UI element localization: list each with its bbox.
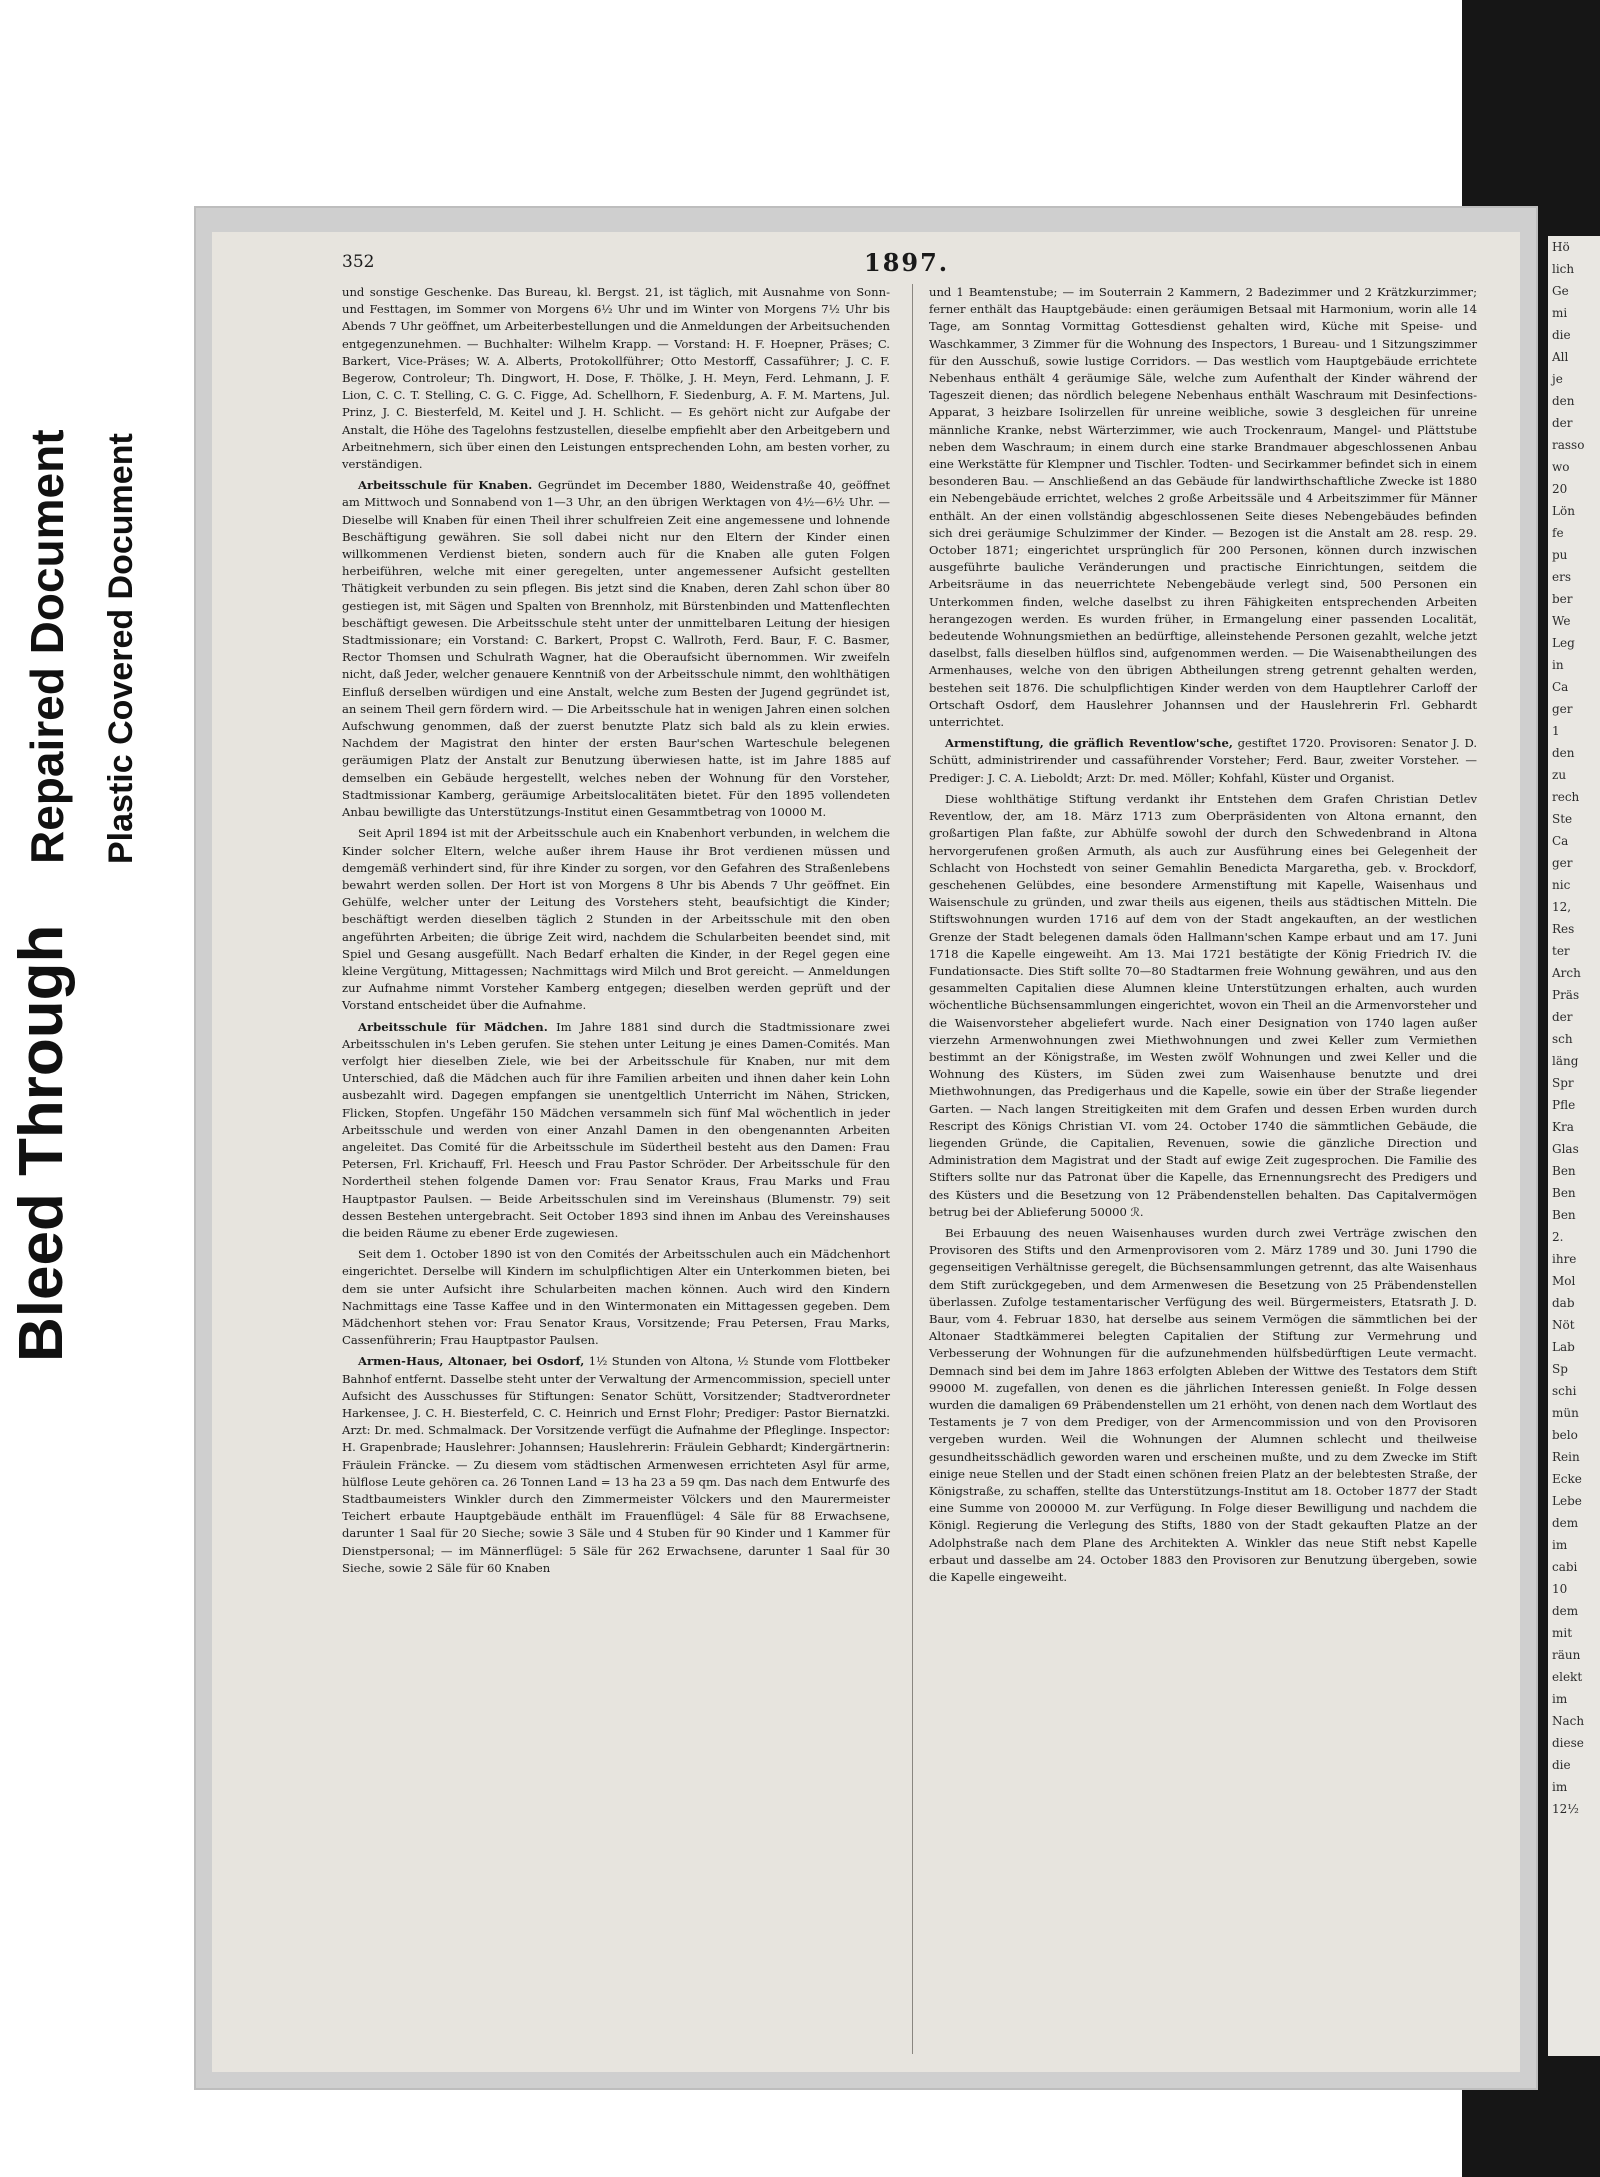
next-page-fragment: Pfle xyxy=(1552,1098,1576,1112)
paragraph xyxy=(342,1246,890,1349)
next-page-fragment: der xyxy=(1552,1010,1573,1024)
next-page-edge xyxy=(1548,236,1600,2056)
paragraph xyxy=(342,825,890,1014)
next-page-fragment: Präs xyxy=(1552,988,1580,1002)
next-page-fragment: ger xyxy=(1552,702,1573,716)
next-page-fragment: Arch xyxy=(1552,966,1581,980)
next-page-fragment: im xyxy=(1552,1780,1568,1794)
next-page-fragment: Glas xyxy=(1552,1142,1579,1156)
next-page-fragment: 10 xyxy=(1552,1582,1568,1596)
next-page-fragment: All xyxy=(1552,350,1569,364)
next-page-fragment: Kra xyxy=(1552,1120,1574,1134)
next-page-fragment: den xyxy=(1552,746,1575,760)
next-page-fragment: Nöt xyxy=(1552,1318,1575,1332)
next-page-fragment: Spr xyxy=(1552,1076,1574,1090)
next-page-fragment: Ste xyxy=(1552,812,1573,826)
paragraph-text: Diese wohlthätige Stiftung verdankt ihr Entstehen dem Grafen Christian Detlev Reventlow, der, am 18. März 1713 zum Oberpräsidenten von Altona ernannt, den großartigen Plan faßte, zur Abhülfe sowohl der durch den Schwedenbrand in Altona hervorgerufenen großen Armuth, als auch zur Ausführung eines bei Gelegenheit der Schlacht von Hochstedt von seiner Gemahlin Benedicta Margaretha, geb. v. Brockdorf, geschehenen Gelübdes, eine besondere Armenstiftung mit Kapelle, Waisenhaus und Waisenschule zu gründen, und zwar theils aus eigenen, theils aus städtischen Mitteln. Die Stiftswohnungen wurden 1716 auf dem von der Stadt angekauften, an der westlichen Grenze der Stadt belegenen damals öden Hallmann'schen Kampe erbaut und am 17. Juni 1718 die Kapelle eingeweiht. Am 13. Mai 1721 bestätigte der König Friedrich IV. die Fundationsacte. Dies Stift sollte 70—80 Stadtarmen freie Wohnung gewähren, und aus den gesammelten Capitalien diese Alumnen kleine Unterstützungen erhalten, auch wurden wöchentliche Büchsensammlungen eingerichtet, wovon ein Theil an die Armenvorsteher und die Waisenvorsteher abgeliefert wurde. Nach einer Designation von 1740 lagen außer vierzehn Armenwohnungen zwei Miethwohnungen und zwei Keller zum Vermiethen bestimmt an der Königstraße, im Westen zwölf Wohnungen und zwei Keller und die Wohnung des Küsters, im Süden zwei zum Waisenhause benutzte und drei Miethwohnungen, das Predigerhaus und die Kapelle, sowie ein über der Straße liegender Garten. — Nach langen Streitigkeiten mit dem Grafen und dessen Erben wurden durch Rescript des Königs Christian VI. vom 24. October 1740 die sämmtlichen Gebäude, die liegenden Gründe, die Capitalien, Revenuen, sowie die gänzliche Direction und Administration dem Magistrat und der Stadt auf ewige Zeit zugesprochen. Die Familie des Stifters sollte nur das Patronat über die Kapelle, das Ernennungsrecht des Predigers und des Küsters und die Besetzung von 12 Präbendenstellen behalten. Das Capitalvermögen betrug bei der Ablieferung 50000 ℛ. xyxy=(929,791,1477,1219)
paragraph-text: gestiftet 1720. Provisoren: Senator J. D. Schütt, administrirender und cassaführender Vorsteher; Ferd. Baur, zweiter Vorsteher. — Prediger: J. C. A. Lieboldt; Arzt: Dr. med. Möller; Kohfahl, Küster und Organist. xyxy=(929,736,1478,785)
next-page-fragment: Ben xyxy=(1552,1208,1576,1222)
next-page-fragment: dem xyxy=(1552,1516,1579,1530)
next-page-fragment: je xyxy=(1552,372,1563,386)
paragraph-text: Seit dem 1. October 1890 ist von den Comités der Arbeitsschulen auch ein Mädchenhort eingerichtet. Derselbe will Kindern im schulpflichtigen Alter ein Unterkommen bieten, bei dem sie unter Aufsicht ihre Schularbeiten machen können. Auch wird den Kindern Nachmittags eine Tasse Kaffee und in den Wintermonaten ein Mittagessen gegeben. Dem Mädchenhort stehen vor: Frau Senator Kraus, Vorsitzende; Frau Petersen, Frau Marks, Cassenführerin; Frau Hauptpastor Paulsen. xyxy=(342,1247,890,1348)
next-page-fragment: elekt xyxy=(1552,1670,1583,1684)
paragraph xyxy=(929,284,1477,731)
next-page-fragment: im xyxy=(1552,1692,1568,1706)
paragraph-text: Im Jahre 1881 sind durch die Stadtmissionare zwei Arbeitsschulen in's Leben gerufen. Sie stehen unter Leitung je eines Damen-Comités. Man verfolgt hier dieselben Ziele, wie bei der Arbeitsschule für Knaben, nur mit dem Unterschied, daß die Mädchen auch für ihre Familien arbeiten und ihnen daher kein Lohn ausbezahlt wird. Dagegen empfangen sie unentgeltlich Unterricht im Nähen, Stricken, Flicken, Stopfen. Ungefähr 150 Mädchen versammeln sich fünf Mal wöchentlich in jeder Arbeitsschule und werden von einer Anzahl Damen in den obengenannten Arbeiten angeleitet. Das Comité für die Arbeitsschule im Südertheil besteht aus den Damen: Frau Petersen, Frl. Krichauff, Frl. Heesch und Frau Pastor Schröder. Der Arbeitsschule für den Nordertheil stehen folgende Damen vor: Frau Senator Kraus, Frau Marks und Frau Hauptpastor Paulsen. — Beide Arbeitsschulen sind im Vereinshaus (Blumenstr. 79) seit dessen Bestehen untergebracht. Seit October 1893 sind ihnen im Anbau des Vereinshauses die beiden Räume zu ebener Erde zugewiesen. xyxy=(342,1019,891,1240)
label-plastic-covered-document: Plastic Covered Document xyxy=(102,433,140,864)
document-page xyxy=(212,232,1520,2072)
paragraph-text: 1½ Stunden von Altona, ½ Stunde vom Flottbeker Bahnhof entfernt. Dasselbe steht unter der Verwaltung der Armencommission, speciell unter Aufsicht des Ausschusses für Stiftungen: Senator Schütt, Vorsitzender; Stadtverordneter Harkensee, J. C. H. Biesterfeld, C. C. Heinrich und Ernst Flohr; Prediger: Pastor Biernatzki. Arzt: Dr. med. Schmalmack. Der Vorsitzende verfügt die Aufnahme der Pfleglinge. Inspector: H. Grapenbrade; Hauslehrer: Johannsen; Hauslehrerin: Fräulein Gebhardt; Kindergärtnerin: Fräulein Fräncke. — Zu diesem vom städtischen Armenwesen errichteten Asyl für arme, hülflose Leute gehören ca. 26 Tonnen Land = 13 ha 23 a 59 qm. Das nach dem Entwurfe des Stadtbaumeisters Winkler durch den Zimmermeister Völckers und den Maurermeister Teichert erbaute Hauptgebäude enthält im Frauenflügel: 4 Säle für 88 Erwachsene, darunter 1 Saal für 20 Sieche; sowie 3 Säle und 4 Stuben für 90 Kinder und 1 Kammer für Dienstpersonal; — im Männerflügel: 5 Säle für 262 Erwachsene, darunter 1 Saal für 30 Sieche, sowie 2 Säle für 60 Knaben xyxy=(342,1354,890,1575)
next-page-fragment: 12, xyxy=(1552,900,1572,914)
paragraph xyxy=(929,1225,1477,1586)
paragraph xyxy=(342,1353,890,1577)
next-page-fragment: pu xyxy=(1552,548,1568,562)
next-page-fragment: sch xyxy=(1552,1032,1573,1046)
paragraph-text: Seit April 1894 ist mit der Arbeitsschule auch ein Knabenhort verbunden, in welchem die Kinder solcher Eltern, welche außer ihrem Hause ihr Brot verdienen müssen und demgemäß verhindert sind, für ihre Kinder zu sorgen, vor den Gefahren des Straßenlebens bewahrt werden sollen. Der Hort ist von Morgens 8 Uhr bis Abends 7 Uhr geöffnet. Ein Gehülfe, welcher unter der Leitung des Vorstehers steht, beaufsichtigt die Kinder; beschäftigt werden dieselben täglich 2 Stunden in der Arbeitsschule mit den oben angeführten Arbeiten; die übrige Zeit wird, nachdem die Schularbeiten beendet sind, mit Spiel und Gesang ausgefüllt. Nach Bedarf erhalten die Kinder, in der Regel gegen eine kleine Vergütung, Mittagessen; Nachmittags wird Milch und Brot gereicht. — Anmeldungen zur Aufnahme nimmt Vorsteher Kamberg entgegen; dieselben werden geprüft und der Vorstand entscheidet über die Aufnahme. xyxy=(342,826,890,1013)
column-divider xyxy=(912,284,913,2054)
label-bleed-through: Bleed Through xyxy=(7,924,76,1362)
section-heading: Arbeitsschule für Mädchen. xyxy=(358,1019,548,1034)
paragraph xyxy=(929,791,1477,1221)
next-page-fragment: ter xyxy=(1552,944,1570,958)
next-page-fragment: belo xyxy=(1552,1428,1578,1442)
next-page-fragment: Res xyxy=(1552,922,1575,936)
paragraph-text: und 1 Beamtenstube; — im Souterrain 2 Kammern, 2 Badezimmer und 2 Krätzkurzimmer; ferner enthält das Hauptgebäude: einen geräumigen Betsaal mit Harmonium, worin alle 14 Tage, am Sonntag Vormittag Gottesdienst gehalten wird, Küche mit Speise- und Waschkammer, 3 Zimmer für die Wohnung des Inspectors, 1 Bureau- und 1 Sitzungszimmer für den Ausschuß, sowie lustige Corridors. — Das westlich vom Hauptgebäude errichtete Nebenhaus enthält 4 geräumige Säle, welche zum Aufenthalt der Kinder während der Tageszeit dienen; das nördlich belegene Nebenhaus enthält Waschraum mit Desinfections-Apparat, 3 heizbare Isolirzellen für unreine weibliche, sowie 3 desgleichen für unreine männliche Kranke, nebst Wärterzimmer, wie auch Trockenraum, Mangel- und Plättstube neben dem Waschraum; in einem durch eine starke Brandmauer abgeschlossenen Anbau eine Werkstätte für Klempner und Tischler. Todten- und Secirkammer befindet sich in einem besonderen Bau. — Anschließend an das Gebäude für landwirthschaftliche Zwecke ist 1880 ein Nebengebäude errichtet, welches 2 große Arbeitssäle und 4 Arbeitszimmer für Männer enthält. An der einen vollständig abgeschlossenen Seite dieses Nebengebäudes befinden sich drei geräumige Schulzimmer der Kinder. — Bezogen ist die Anstalt am 28. resp. 29. October 1871; eingerichtet ursprünglich für 200 Personen, können durch inzwischen ausgeführte bauliche Veränderungen und practische Einrichtungen, seitdem die Arbeitsräume in das neuerrichtete Nebengebäude verlegt sind, 500 Personen ein Unterkommen finden, welche daselbst zu ihren Fähigkeiten entsprechenden Arbeiten herangezogen werden. Es wurden früher, in Ermangelung einer passenden Localität, bedeutende Wohnungsmiethen an bedürftige, alleinstehende Personen gezahlt, welche jetzt daselbst, falls dieselben hülflos sind, aufgenommen werden. — Die Waisenabtheilungen des Armenhauses, welche von den übrigen Abtheilungen streng getrennt gehalten werden, bestehen seit 1876. Die schulpflichtigen Kinder werden von dem Hauptlehrer Carloff der Ortschaft Osdorf, dem Hauslehrer Johannsen und der Hauslehrerin Frl. Gebhardt unterrichtet. xyxy=(929,285,1477,730)
next-page-fragment: den xyxy=(1552,394,1575,408)
annotation-band xyxy=(0,0,178,2177)
next-page-fragment: im xyxy=(1552,1538,1568,1552)
next-page-fragment: ger xyxy=(1552,856,1573,870)
text-column-left xyxy=(342,284,890,1581)
paragraph xyxy=(342,477,890,821)
next-page-fragment: der xyxy=(1552,416,1573,430)
next-page-fragment: Ca xyxy=(1552,834,1569,848)
next-page-fragment: rech xyxy=(1552,790,1580,804)
next-page-fragment: schi xyxy=(1552,1384,1577,1398)
section-heading: Armen-Haus, Altonaer, bei Osdorf, xyxy=(358,1354,585,1369)
next-page-fragment: Sp xyxy=(1552,1362,1568,1376)
next-page-fragment: in xyxy=(1552,658,1564,672)
next-page-fragment: räun xyxy=(1552,1648,1581,1662)
text-column-right xyxy=(929,284,1477,1590)
next-page-fragment: läng xyxy=(1552,1054,1579,1068)
next-page-fragment: die xyxy=(1552,328,1571,342)
paragraph-text: Gegründet im December 1880, Weidenstraße 40, geöffnet am Mittwoch und Sonnabend von 1—3 Uhr, an den übrigen Werktagen von 4½—6½ Uhr. — Dieselbe will Knaben für einen Theil ihrer schulfreien Zeit eine angemessene und lohnende Beschäftigung gewähren. Sie soll dabei nicht nur den Eltern der Kinder einen willkommenen Verdienst bieten, sondern auch für die Knaben alle guten Folgen herbeiführen, welche mit einer geregelten, unter angemessener Aufsicht gestellten Thätigkeit verbunden zu sein pflegen. Bis jetzt sind die Knaben, deren Zahl schon über 80 gestiegen ist, mit Sägen und Spalten von Brennholz, mit Bürstenbinden und Mattenflechten beschäftigt gewesen. Die Arbeitsschule steht unter der unmittelbaren Leitung der hiesigen Stadtmissionare; ein Vorstand: C. Barkert, Propst C. Wallroth, Ferd. Baur, F. C. Basmer, Rector Thomsen und Schulrath Wagner, hat die Oberaufsicht übernommen. Wir zweifeln nicht, daß Jeder, welcher genauere Kenntniß von der Arbeitsschule nimmt, den wohlthätigen Einfluß derselben würdigen und eine Anstalt, welche zum Besten der Jugend gegründet ist, an seinem Theil gern fördern wird. — Die Arbeitsschule hat in wenigen Jahren einen solchen Aufschwung genommen, daß der zuerst benutzte Platz sich bald als zu klein erwies. Nachdem der Magistrat den hinter der ersten Baur'schen Warteschule belegenen geräumigen Platz der Anstalt zur Benutzung überwiesen hatte, ist im Jahre 1885 auf demselben ein Gebäude hergestellt, welches neben der Wohnung für den Vorsteher, Stadtmissionar Kamberg, geräumige Arbeitslocalitäten bietet. Für den 1895 vollendeten Anbau bewilligte das Unterstützungs-Institut einen Gesammtbetrag von 10000 M. xyxy=(342,478,890,820)
next-page-fragment: rasso xyxy=(1552,438,1585,452)
next-page-fragment: 12½ xyxy=(1552,1802,1579,1816)
next-page-fragment: diese xyxy=(1552,1736,1584,1750)
next-page-fragment: Hö xyxy=(1552,240,1570,254)
next-page-fragment: mi xyxy=(1552,306,1568,320)
next-page-fragment: mün xyxy=(1552,1406,1579,1420)
paragraph-text: und sonstige Geschenke. Das Bureau, kl. Bergst. 21, ist täglich, mit Ausnahme von Sonn- und Festtagen, im Sommer von Morgens 6½ Uhr und im Winter von Morgens 7½ Uhr bis Abends 7 Uhr geöffnet, um Arbeiterbestellungen und die Anmeldungen der Arbeitsuchenden entgegenzunehmen. — Buchhalter: Wilhelm Krapp. — Vorstand: H. F. Hoepner, Präses; C. Barkert, Vice-Präses; W. A. Alberts, Protokollführer; Otto Mestorff, Cassaführer; J. C. F. Begerow, Controleur; Th. Dingwort, H. Dose, F. Thölke, J. H. Meyn, Ferd. Lehmann, J. F. Lion, C. C. T. Stelling, C. G. C. Figge, Ad. Schellhorn, F. Siedenburg, A. F. M. Martens, Jul. Prinz, J. C. Biesterfeld, M. Keitel und J. H. Schlicht. — Es gehört nicht zur Aufgabe der Anstalt, die Höhe des Tagelohns festzustellen, dieselbe empfiehlt aber den Arbeitgebern und Arbeitnehmern, sich über einen den Leistungen entsprechenden Lohn, am besten vorher, zu verständigen. xyxy=(342,285,890,472)
next-page-fragment: Lebe xyxy=(1552,1494,1582,1508)
next-page-fragment: Rein xyxy=(1552,1450,1580,1464)
next-page-fragment: Ge xyxy=(1552,284,1569,298)
next-page-fragment: 1 xyxy=(1552,724,1560,738)
next-page-fragment: lich xyxy=(1552,262,1575,276)
section-heading: Armenstiftung, die gräflich Reventlow'sche, xyxy=(945,736,1233,751)
page-number: 352 xyxy=(342,252,375,272)
page-year-header: 1897. xyxy=(864,248,950,277)
next-page-fragment: Ecke xyxy=(1552,1472,1582,1486)
next-page-fragment: wo xyxy=(1552,460,1570,474)
next-page-fragment: Mol xyxy=(1552,1274,1576,1288)
paragraph-text: Bei Erbauung des neuen Waisenhauses wurden durch zwei Verträge zwischen den Provisoren des Stifts und den Armenprovisoren vom 2. März 1789 und 30. Juni 1790 die gegenseitigen Verhältnisse geregelt, die Büchsensammlungen getrennt, das alte Waisenhaus dem Stift zurückgegeben, und dem Armenwesen die Besetzung von 25 Präbendenstellen überlassen. Zufolge testamentarischer Verfügung des weil. Bürgermeisters, Etatsrath J. D. Baur, vom 4. Februar 1830, hat derselbe aus seinem Vermögen die sämmtlichen bei der Altonaer Stadtkämmerei belegten Capitalien der Stiftung zur Vermehrung und Verbesserung der Wohnungen für die aufzunehmenden hülfsbedürftigen Leute vermacht. Demnach sind bei dem im Jahre 1863 erfolgten Ableben der Wittwe des Testators dem Stift 99000 M. zugefallen, von denen es die jährlichen Interessen genießt. In Folge dessen wurden die damaligen 69 Präbendenstellen um 21 erhöht, von denen nach dem Wortlaut des Testaments je 7 von dem Prediger, von der Armencommission und von den Provisoren vergeben wurden. Weil die Wohnungen der Alumnen schlecht und theilweise gesundheitsschädlich geworden waren und erscheinen mußte, und zu dem Zwecke im Stift einige neue Stellen und der Stadt einen schönen freien Platz an der belebtesten Straße, der Königstraße, zu schaffen, stellte das Unterstützungs-Institut am 18. October 1877 der Stadt eine Summe von 200000 M. zur Verfügung. In Folge dieser Bewilligung und nachdem die Königl. Regierung die Verlegung des Stifts, 1880 von der Stadt gekauften Platze an der Adolphstraße nach dem Plane des Architekten A. Winkler das neue Stift nebst Kapelle erbaut und dasselbe am 24. October 1883 den Provisoren zur Benutzung übergeben, sowie die Kapelle eingeweiht. xyxy=(929,1225,1477,1585)
next-page-fragment: nic xyxy=(1552,878,1571,892)
label-repaired-document: Repaired Document xyxy=(21,429,73,864)
next-page-fragment: dab xyxy=(1552,1296,1575,1310)
next-page-fragment: Lab xyxy=(1552,1340,1575,1354)
next-page-fragment: cabi xyxy=(1552,1560,1578,1574)
next-page-fragment: Ben xyxy=(1552,1164,1576,1178)
next-page-fragment: ihre xyxy=(1552,1252,1577,1266)
next-page-fragment: dem xyxy=(1552,1604,1579,1618)
next-page-fragment: Nach xyxy=(1552,1714,1585,1728)
next-page-fragment: Ca xyxy=(1552,680,1569,694)
next-page-fragment: Lön xyxy=(1552,504,1575,518)
next-page-fragment: Ben xyxy=(1552,1186,1576,1200)
next-page-fragment: zu xyxy=(1552,768,1567,782)
next-page-fragment: 2. xyxy=(1552,1230,1564,1244)
next-page-fragment: ers xyxy=(1552,570,1571,584)
next-page-fragment: fe xyxy=(1552,526,1564,540)
next-page-fragment: We xyxy=(1552,614,1571,628)
next-page-fragment: 20 xyxy=(1552,482,1568,496)
paragraph xyxy=(342,284,890,473)
next-page-fragment: die xyxy=(1552,1758,1571,1772)
paragraph xyxy=(929,735,1477,787)
next-page-fragment: ber xyxy=(1552,592,1573,606)
next-page-fragment: Leg xyxy=(1552,636,1575,650)
next-page-fragment: mit xyxy=(1552,1626,1573,1640)
paragraph xyxy=(342,1019,890,1243)
section-heading: Arbeitsschule für Knaben. xyxy=(358,478,533,493)
